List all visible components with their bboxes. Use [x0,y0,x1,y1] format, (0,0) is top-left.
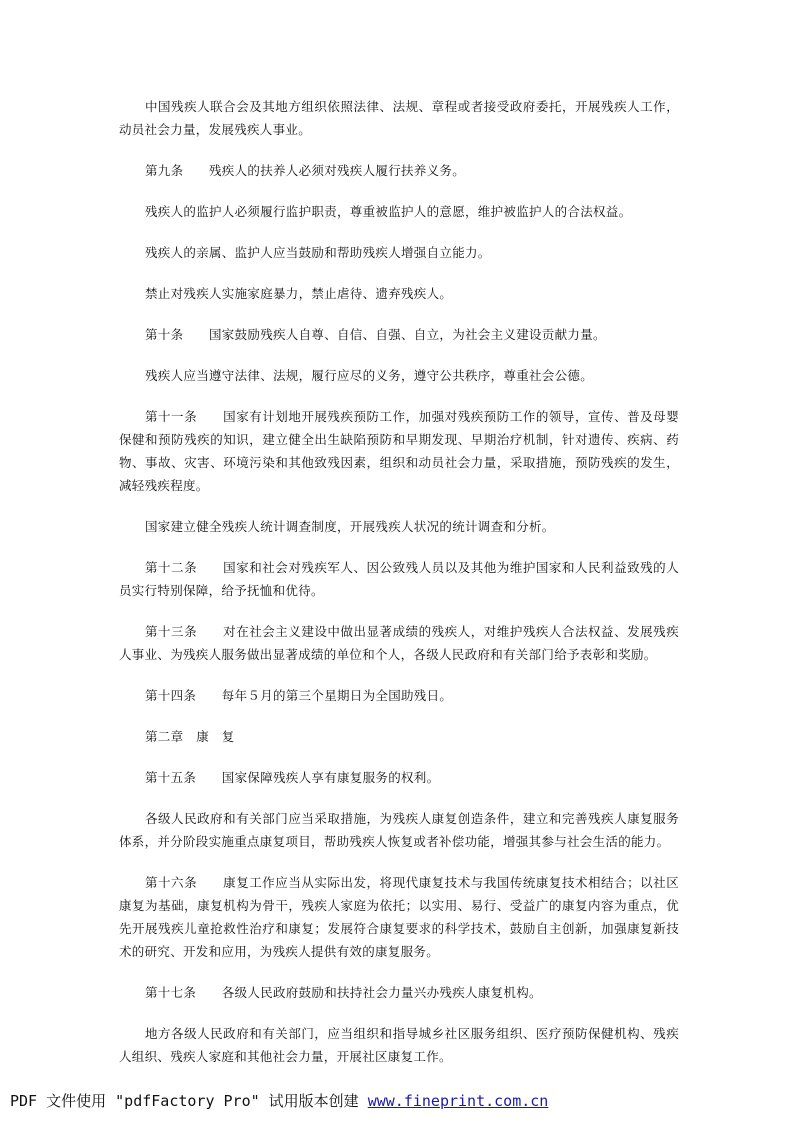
paragraph: 第十一条 国家有计划地开展残疾预防工作，加强对残疾预防工作的领导，宣传、普及母婴保健和预防残疾的知识，建立健全出生缺陷预防和早期发现、早期治疗机制，针对遗传、疾病、药物、事故、灾害、环境污染和其他致残因素，组织和动员社会力量，采取措施，预防残疾的发生，减轻残疾程度。 [119,409,679,493]
footer-link[interactable]: www.fineprint.com.cn [367,1092,549,1110]
chapter-heading: 第二章 康 复 [145,729,235,744]
paragraph: 残疾人的监护人必须履行监护职责，尊重被监护人的意愿，维护被监护人的合法权益。 [145,204,632,219]
paragraph: 第九条 残疾人的扶养人必须对残疾人履行扶养义务。 [145,163,466,178]
paragraph: 各级人民政府和有关部门应当采取措施，为残疾人康复创造条件，建立和完善残疾人康复服务体系，并分阶段实施重点康复项目，帮助残疾人恢复或者补偿功能，增强其参与社会生活的能力。 [119,811,679,849]
paragraph: 残疾人应当遵守法律、法规，履行应尽的义务，遵守公共秩序，尊重社会公德。 [145,368,594,383]
paragraph: 第十七条 各级人民政府鼓励和扶持社会力量兴办残疾人康复机构。 [145,985,542,1000]
paragraph: 第十五条 国家保障残疾人享有康复服务的权利。 [145,770,440,785]
paragraph: 第十六条 康复工作应当从实际出发，将现代康复技术与我国传统康复技术相结合；以社区康复为基础，康复机构为骨干，残疾人家庭为依托；以实用、易行、受益广的康复内容为重点，优先开展残疾儿童抢救性治疗和康复；发展符合康复要求的科学技术，鼓励自主创新，加强康复新技术的研究、开发和应用，为残疾人提供有效的康复服务。 [119,875,679,959]
pdf-footer [10,1090,548,1111]
paragraph: 第十四条 每年５月的第三个星期日为全国助残日。 [145,688,453,703]
paragraph: 第十二条 国家和社会对残疾军人、因公致残人员以及其他为维护国家和人民利益致残的人员实行特别保障，给予抚恤和优待。 [119,560,679,598]
paragraph: 中国残疾人联合会及其地方组织依照法律、法规、章程或者接受政府委托，开展残疾人工作，动员社会力量，发展残疾人事业。 [119,99,679,137]
paragraph: 地方各级人民政府和有关部门，应当组织和指导城乡社区服务组织、医疗预防保健机构、残疾人组织、残疾人家庭和其他社会力量，开展社区康复工作。 [119,1026,679,1064]
paragraph: 国家建立健全残疾人统计调查制度，开展残疾人状况的统计调查和分析。 [145,519,555,534]
footer-text: PDF 文件使用 "pdfFactory Pro" 试用版本创建 [10,1092,368,1110]
paragraph: 第十条 国家鼓励残疾人自尊、自信、自强、自立，为社会主义建设贡献力量。 [145,327,606,342]
document-body [119,95,679,1086]
paragraph: 第十三条 对在社会主义建设中做出显著成绩的残疾人，对维护残疾人合法权益、发展残疾人事业、为残疾人服务做出显著成绩的单位和个人，各级人民政府和有关部门给予表彰和奖励。 [119,624,679,662]
paragraph: 禁止对残疾人实施家庭暴力，禁止虐待、遗弃残疾人。 [145,286,453,301]
paragraph: 残疾人的亲属、监护人应当鼓励和帮助残疾人增强自立能力。 [145,245,491,260]
